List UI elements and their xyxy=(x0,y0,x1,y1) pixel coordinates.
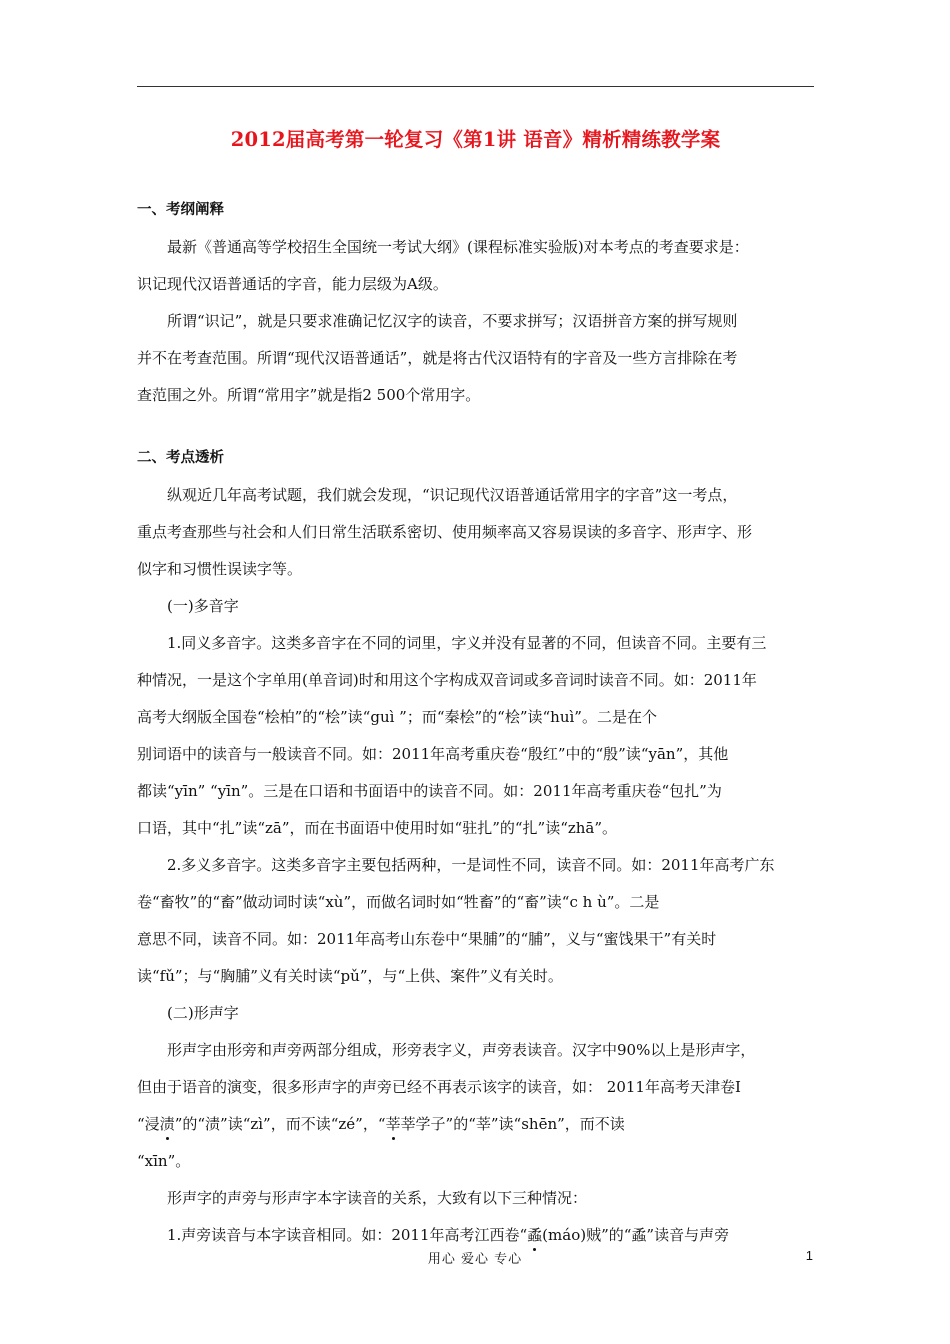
paragraph-line: 重点考查那些与社会和人们日常生活联系密切、使用频率高又容易误读的多音字、形声字、形 xyxy=(137,523,753,541)
section-heading-1: 一、考纲阐释 xyxy=(137,202,224,218)
paragraph-line: 形声字的声旁与形声字本字读音的关系，大致有以下三种情况： xyxy=(167,1189,588,1207)
paragraph-line: 2.多义多音字。这类多音字主要包括两种，一是词性不同，读音不同。如：2011年高考广东 xyxy=(167,856,775,874)
paragraph-line: 似字和习惯性误读字等。 xyxy=(137,560,303,578)
section-gap xyxy=(137,414,814,440)
subsection-heading-phonetic: (二)形声字 xyxy=(167,1004,239,1022)
paragraph-line: 口语，其中“扎”读“zā”，而在书面语中使用时如“驻扎”的“扎”读“zhā”。 xyxy=(137,819,618,837)
paragraph-line: 卷“畜牧”的“畜”做动词时读“xù”，而做名词时如“牲畜”的“畜”读“c h ù”。二是 xyxy=(137,893,660,911)
text-run: 1.声旁读音与本字读音相同。如：2011年高考江西卷“ xyxy=(167,1226,528,1244)
document-body xyxy=(137,192,814,1254)
subsection-heading-polyphonic: (一)多音字 xyxy=(167,597,239,615)
paragraph-line: 查范围之外。所谓“常用字”就是指2 500个常用字。 xyxy=(137,386,481,404)
text-run: (máo)贼”的“蟊”读音与声旁 xyxy=(542,1226,730,1244)
document-title: 2012届高考第一轮复习《第1讲 语音》精析精练教学案 xyxy=(230,128,721,151)
paragraph-line: “xīn”。 xyxy=(137,1152,191,1170)
paragraph-line: 识记现代汉语普通话的字音，能力层级为A级。 xyxy=(137,275,448,293)
paragraph-line: 高考大纲版全国卷“桧柏”的“桧”读“guì ”；而“秦桧”的“桧”读“huì”。二是在个 xyxy=(137,708,657,726)
paragraph-line: 种情况，一是这个字单用(单音词)时和用这个字构成双音词或多音词时读音不同。如：2011年 xyxy=(137,671,757,689)
section-heading-2: 二、考点透析 xyxy=(137,450,224,466)
text-run: ”的“渍”读“zì”，而不读“zé”，“ xyxy=(174,1115,386,1133)
paragraph-line: 1.同义多音字。这类多音字在不同的词里，字义并没有显著的不同，但读音不同。主要有三 xyxy=(167,634,767,652)
paragraph-line: 都读“yīn” “yīn”。三是在口语和书面语中的读音不同。如：2011年高考重庆卷“包扎”为 xyxy=(137,782,722,800)
paragraph-line: 并不在考查范围。所谓“现代汉语普通话”，就是将古代汉语特有的字音及一些方言排除在考 xyxy=(137,349,738,367)
paragraph-line: 意思不同，读音不同。如：2011年高考山东卷中“果脯”的“脯”，义与“蜜饯果干”有关时 xyxy=(137,930,717,948)
paragraph-line: 形声字由形旁和声旁两部分组成，形旁表字义，声旁表读音。汉字中90%以上是形声字， xyxy=(167,1041,756,1059)
text-run: 莘学子”的“莘”读“shēn”，而不读 xyxy=(400,1115,625,1133)
paragraph-line: 读“fǔ”；与“胸脯”义有关时读“pǔ”，与“上供、案件”义有关时。 xyxy=(137,967,563,985)
paragraph-line: 但由于语音的演变，很多形声字的声旁已经不再表示该字的读音，如： 2011年高考天津卷Ⅰ xyxy=(137,1078,741,1096)
paragraph-line: 最新《普通高等学校招生全国统一考试大纲》(课程标准实验版)对本考点的考查要求是： xyxy=(167,238,749,256)
footer-motto: 用心 爱心 专心 xyxy=(427,1252,523,1267)
paragraph-line: 所谓“识记”，就是只要求准确记忆汉字的读音，不要求拼写；汉语拼音方案的拼写规则 xyxy=(167,312,738,330)
paragraph-line: 纵观近几年高考试题，我们就会发现，“识记现代汉语普通话常用字的字音”这一考点， xyxy=(167,486,738,504)
paragraph-line: 别词语中的读音与一般读音不同。如：2011年高考重庆卷“殷红”中的“殷”读“yān”，其他 xyxy=(137,745,729,763)
header-rule xyxy=(137,86,814,87)
page-number: 1 xyxy=(805,1248,813,1263)
paragraph-line xyxy=(137,1106,814,1143)
page-footer xyxy=(0,1248,950,1268)
emphasized-char: 渍 xyxy=(160,1106,175,1143)
emphasized-char: 蟊 xyxy=(527,1217,542,1254)
text-run: “浸 xyxy=(137,1115,160,1133)
emphasized-char: 莘 xyxy=(386,1106,401,1143)
